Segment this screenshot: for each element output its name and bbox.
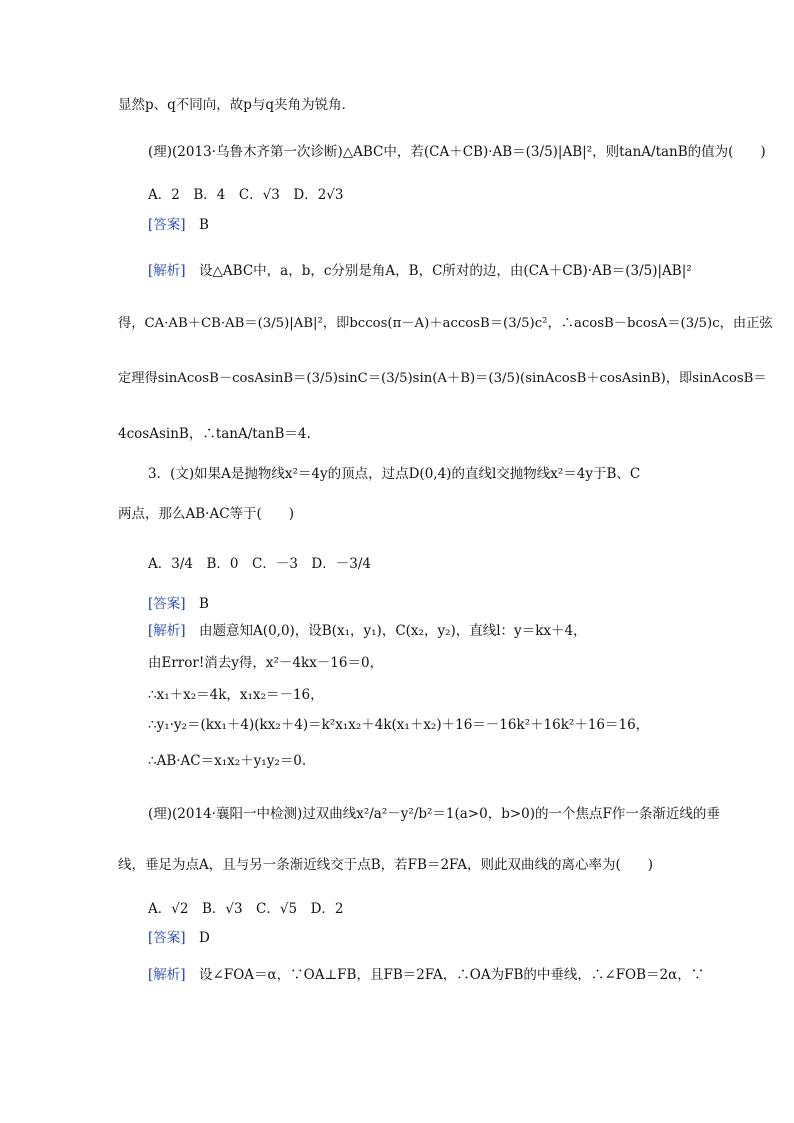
text-line: [答案] B (148, 596, 209, 612)
text-line: 由Error!消去y得，x²－4kx－16＝0， (148, 655, 384, 671)
text-line: ∴x₁＋x₂＝4k，x₁x₂＝－16， (148, 687, 324, 703)
text-line: A．3/4 B．0 C．－3 D．－3/4 (148, 556, 371, 572)
text-line: [解析] 由题意知A(0,0)，设B(x₁，y₁)，C(x₂，y₂)，直线l：y＝kx＋4， (148, 623, 587, 639)
text-line: 线，垂足为点A，且与另一条渐近线交于点B，若FB＝2FA，则此双曲线的离心率为( ) (118, 857, 654, 873)
text-line: A．√2 B．√3 C．√5 D．2 (148, 901, 344, 917)
text-line: 3．(文)如果A是抛物线x²＝4y的顶点，过点D(0,4)的直线l交抛物线x²＝4y于B、C (148, 466, 641, 482)
text-line: [答案] D (148, 930, 210, 946)
text-line: 得，CA·AB＋CB·AB＝(3/5)|AB|²，即bccos(π－A)＋accosB＝(3/5)c²，∴acosB－bcosA＝(3/5)c，由正弦 (118, 316, 773, 331)
text-line: ∴AB·AC＝x₁x₂＋y₁y₂＝0. (148, 753, 307, 769)
text-line: [答案] B (148, 217, 209, 233)
text-line: 两点，那么AB·AC等于( ) (118, 506, 295, 522)
text-line: [解析] 设∠FOA＝α，∵OA⊥FB，且FB＝2FA，∴OA为FB的中垂线，∴∠FOB＝2α，∵ (148, 967, 705, 983)
text-line: ∴y₁·y₂＝(kx₁＋4)(kx₂＋4)＝k²x₁x₂＋4k(x₁＋x₂)＋16＝－16k²＋16k²＋16＝16， (148, 717, 650, 733)
text-line: [解析] 设△ABC中，a，b，c分别是角A，B，C所对的边，由(CA＋CB)·AB＝(3/5)|AB|² (148, 263, 692, 279)
text-line: A．2 B．4 C．√3 D．2√3 (148, 187, 344, 203)
text-line: 显然p、q不同向，故p与q夹角为锐角． (118, 97, 356, 113)
text-line: (理)(2014·襄阳一中检测)过双曲线x²/a²－y²/b²＝1(a>0，b>0)的一个焦点F作一条渐近线的垂 (148, 806, 720, 822)
text-line: (理)(2013·乌鲁木齐第一次诊断)△ABC中，若(CA＋CB)·AB＝(3/5)|AB|²，则tanA/tanB的值为( ) (148, 144, 766, 160)
text-line: 4cosAsinB，∴tanA/tanB＝4. (118, 426, 311, 442)
text-line: 定理得sinAcosB－cosAsinB＝(3/5)sinC＝(3/5)sin(A＋B)＝(3/5)(sinAcosB＋cosAsinB)，即sinAcosB＝ (118, 371, 767, 386)
